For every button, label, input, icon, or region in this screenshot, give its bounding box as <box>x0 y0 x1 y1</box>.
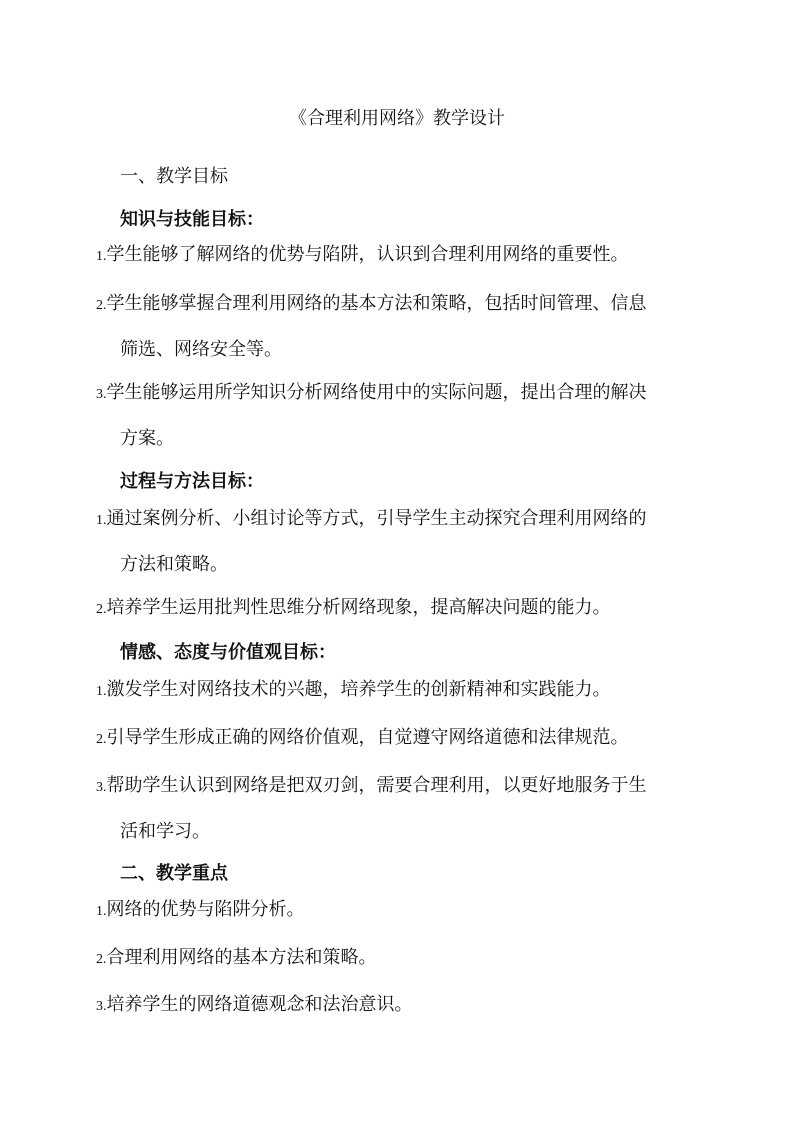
item-text: 帮助学生认识到网络是把双刃剑，需要合理利用，以更好地服务于生 <box>106 775 647 796</box>
item-text: 合理利用网络的基本方法和策略。 <box>106 947 377 968</box>
item-number: 3. <box>96 999 107 1014</box>
item-text: 激发学生对网络技术的兴趣，培养学生的创新精神和实践能力。 <box>106 679 611 700</box>
item-text-continued: 方案。 <box>120 428 174 449</box>
item-number: 1. <box>96 513 107 528</box>
subheading-emotion: 情感、态度与价值观目标： <box>120 642 336 663</box>
list-item <box>96 497 686 587</box>
list-item <box>96 888 686 934</box>
list-item <box>96 586 686 632</box>
item-number: 1. <box>96 684 107 699</box>
item-text-continued: 活和学习。 <box>120 821 210 842</box>
item-number: 3. <box>96 780 107 795</box>
list-item <box>96 716 686 762</box>
list-item <box>96 764 686 854</box>
document-title: 《合理利用网络》教学设计 <box>289 108 505 129</box>
list-item <box>96 282 686 372</box>
item-number: 3. <box>96 387 107 402</box>
list-item <box>96 936 686 982</box>
item-text: 培养学生的网络道德观念和法治意识。 <box>106 994 413 1015</box>
item-text: 学生能够了解网络的优势与陷阱，认识到合理利用网络的重要性。 <box>106 244 629 265</box>
item-text: 引导学生形成正确的网络价值观，自觉遵守网络道德和法律规范。 <box>106 727 629 748</box>
item-text: 学生能够掌握合理利用网络的基本方法和策略，包括时间管理、信息 <box>106 293 647 314</box>
item-text-continued: 筛选、网络安全等。 <box>120 339 282 360</box>
item-number: 1. <box>96 904 107 919</box>
subheading-knowledge: 知识与技能目标： <box>120 209 264 230</box>
item-text: 培养学生运用批判性思维分析网络现象，提高解决问题的能力。 <box>106 597 611 618</box>
item-number: 2. <box>96 952 107 967</box>
list-item <box>96 983 686 1029</box>
section-heading-objectives: 一、教学目标 <box>120 166 228 187</box>
item-number: 2. <box>96 298 107 313</box>
item-text: 学生能够运用所学知识分析网络使用中的实际问题，提出合理的解决 <box>106 382 647 403</box>
item-number: 1. <box>96 249 107 264</box>
list-item <box>96 233 686 279</box>
item-text: 通过案例分析、小组讨论等方式，引导学生主动探究合理利用网络的 <box>106 508 647 529</box>
item-text-continued: 方法和策略。 <box>120 554 228 575</box>
list-item <box>96 371 686 461</box>
item-text: 网络的优势与陷阱分析。 <box>106 899 305 920</box>
item-number: 2. <box>96 602 107 617</box>
subheading-process: 过程与方法目标： <box>120 471 264 492</box>
section-heading-keypoints: 二、教学重点 <box>120 863 228 884</box>
list-item <box>96 668 686 714</box>
item-number: 2. <box>96 732 107 747</box>
